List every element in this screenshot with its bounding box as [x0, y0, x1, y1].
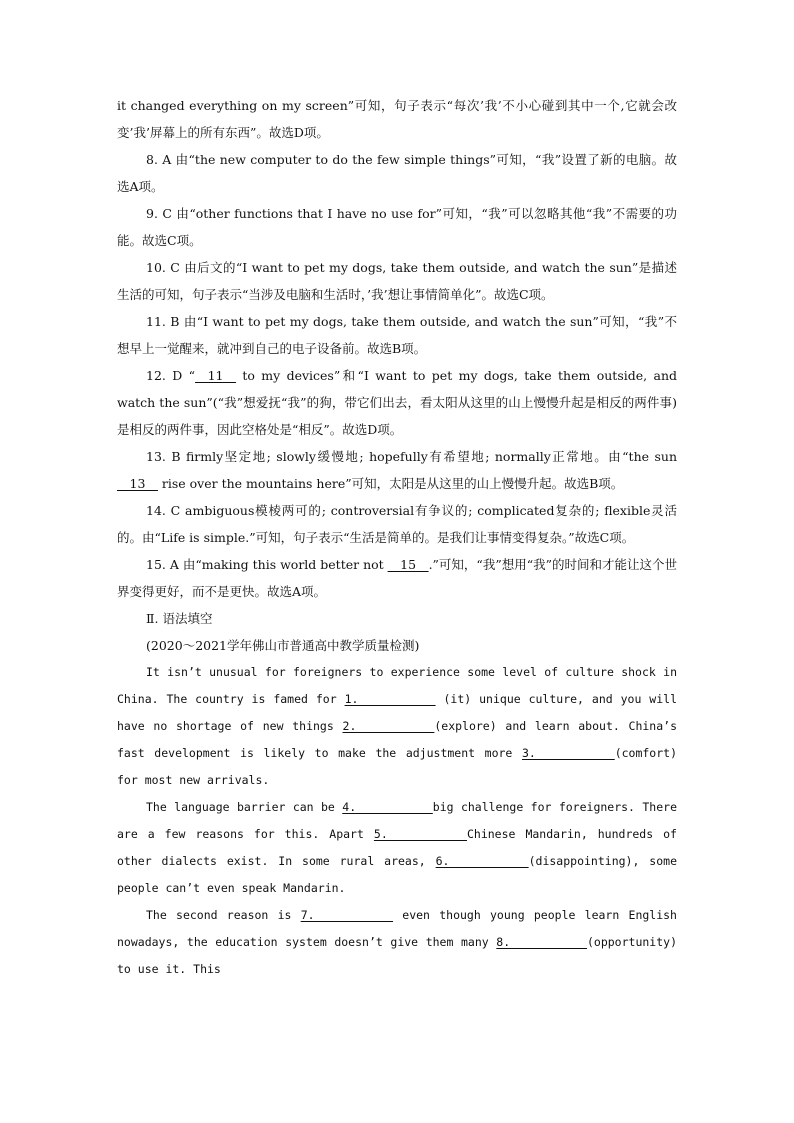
explanation-8: 8. A 由“the new computer to do the few simple things”可知，“我”设置了新的电脑。故选A项。 [117, 152, 677, 194]
q13-post: rise over the mountains here”可知，太阳是从这里的山上慢慢升起。故选B项。 [157, 476, 624, 491]
source-note: (2020～2021学年佛山市普通高中教学质量检测) [146, 638, 420, 653]
q15-post: .”可知，“我”想用“我”的时间和才能让这个世界变得更好，而不是更快。故选A项。 [117, 557, 677, 599]
explanation-13 [117, 443, 677, 497]
explanation-14: 14. C ambiguous模棱两可的; controversial有争议的; complicated复杂的; flexible灵活的。由“Life is simple.”可知，句子表示“生活是简单的。是我们让事情变得复杂。”故选C项。 [117, 503, 677, 545]
p2-text-a: The language barrier can be [146, 800, 343, 814]
q13-pre: 13. B firmly坚定地; slowly缓慢地; hopefully有希望地; normally正常地。由“the sun [146, 449, 677, 464]
passage-paragraph-1 [117, 659, 677, 794]
section-title: Ⅱ. 语法填空 [146, 611, 213, 626]
answer-explanation-body [117, 92, 677, 983]
blank-8: 8. __________ [496, 935, 587, 949]
q12-pre: 12. D “ [146, 368, 196, 383]
blank-2: 2. __________ [342, 719, 435, 733]
p2-text-e: (disappointing), some people can’t even speak Mandarin. [117, 854, 677, 895]
explanation-15 [117, 551, 677, 605]
blank-5: 5. __________ [373, 827, 467, 841]
p1-text-d: (explore) and learn about. China’s fast development is likely to make the adjustment more [117, 719, 677, 760]
passage-paragraph-2 [117, 794, 677, 902]
p1-text-e: (comfort) for most new arrivals. [117, 746, 677, 787]
p1-text-a: It isn’t unusual for foreigners to experience some level of culture shock in China. The country is famed for [117, 665, 677, 706]
explanation-7-continued: it changed everything on my screen”可知，句子表示“每次’我’不小心碰到其中一个,它就会改变’我’屏幕上的所有东西”。故选D项。 [117, 98, 677, 140]
p2-text-c: big challenge for foreigners. There are a few reasons for this. Apart [117, 800, 678, 841]
blank-6: 6. __________ [435, 854, 529, 868]
q12-post: to my devices”和“I want to pet my dogs, take them outside, and watch the sun”(“我”想爱抚“我”的狗，带它们出去，看太阳从这里的山上慢慢升起是相反的两件事)是相反的两件事，因此空格处是“相反”。故选D项。 [117, 368, 677, 437]
blank-1: 1. __________ [344, 692, 436, 706]
p1-text-c: (it) unique culture, and you will have no shortage of new things [117, 692, 677, 733]
explanation-11: 11. B 由“I want to pet my dogs, take them outside, and watch the sun”可知，“我”不想早上一觉醒来，就冲到自己的电子设备前。故选B项。 [117, 314, 677, 356]
passage-paragraph-3 [117, 902, 677, 983]
p2-text-d: Chinese Mandarin, hundreds of other dialects exist. In some rural areas, [117, 827, 677, 868]
p3-text-a: The second reason is [146, 908, 301, 922]
explanation-10: 10. C 由后文的“I want to pet my dogs, take them outside, and watch the sun”是描述生活的可知，句子表示“当涉及电脑和生活时，’我’想让事情简单化”。故选C项。 [117, 260, 677, 302]
p3-text-c: even though young people learn English nowadays, the education system doesn’t give them many [117, 908, 677, 949]
explanation-12 [117, 362, 677, 443]
explanation-9: 9. C 由“other functions that I have no use for”可知，“我”可以忽略其他“我”不需要的功能。故选C项。 [117, 206, 677, 248]
q15-blank: __15__ [387, 557, 429, 572]
blank-7: 7. __________ [300, 908, 394, 922]
blank-4: 4. __________ [342, 800, 433, 814]
q15-pre: 15. A 由“making this world better not [146, 557, 388, 572]
p3-text-d: (opportunity) to use it. This [117, 935, 677, 976]
q13-blank: __13__ [117, 476, 158, 491]
q12-blank: __11__ [195, 368, 236, 383]
blank-3: 3. __________ [521, 746, 615, 760]
